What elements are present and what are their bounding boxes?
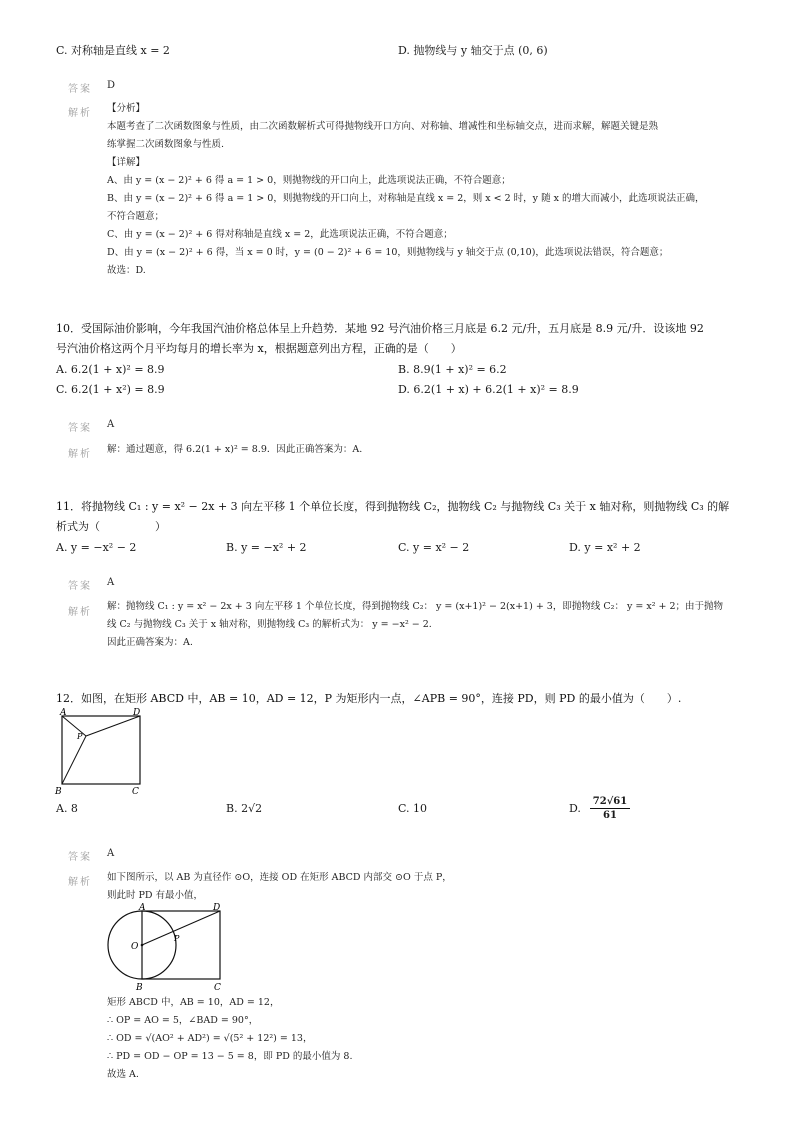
q12-option-a: A. 8 — [56, 802, 78, 815]
q9-answer: D — [107, 80, 116, 91]
answer-label: 答案 — [68, 852, 92, 863]
q11-analysis-line: 因此正确答案为：A. — [107, 637, 193, 648]
segment-bp — [62, 736, 86, 784]
q11-analysis — [107, 598, 723, 652]
q10-analysis: 解：通过题意，得 6.2(1 + x)² = 8.9．因此正确答案为：A. — [107, 444, 363, 455]
q12-option-d-prefix: D. — [569, 802, 581, 815]
q12-stem: 12．如图，在矩形 ABCD 中，AB = 10，AD = 12，P 为矩形内一点，∠APB = 90°，连接 PD，则 PD 的最小值为（ ）. — [56, 692, 682, 705]
q11-answer: A — [107, 577, 115, 588]
q12-analysis-line: ∴ OD = √(AO² + AD²) = √(5² + 12²) = 13， — [107, 1033, 313, 1044]
q12-option-c: C. 10 — [398, 802, 428, 815]
fraction-numerator: 72√61 — [590, 796, 630, 809]
answer-label: 答案 — [68, 423, 92, 434]
q11-analysis-line: 线 C₂ 与抛物线 C₃ 关于 x 轴对称，则抛物线 C₃ 的解析式为： y = −x² − 2. — [107, 619, 432, 630]
label-a: A — [139, 903, 146, 913]
q12-analysis-intro — [107, 869, 452, 905]
analysis-label: 解析 — [68, 877, 92, 888]
q9-analysis-line: B、由 y = (x − 2)² + 6 得 a = 1 > 0，则抛物线的开口向上，对称轴是直线 x = 2，则 x < 2 时，y 随 x 的增大而减小，此选项说法正确， — [107, 193, 705, 204]
label-d: D — [213, 903, 221, 913]
q12-option-b: B. 2√2 — [226, 802, 263, 815]
q11-option-c: C. y = x² − 2 — [398, 541, 470, 554]
q9-analysis-line: 练掌握二次函数图象与性质. — [107, 139, 225, 150]
q12-analysis-line: 则此时 PD 有最小值， — [107, 890, 204, 901]
answer-label: 答案 — [68, 581, 92, 592]
q11-stem-line2: 析式为（ ） — [56, 520, 166, 533]
q10-answer: A — [107, 419, 115, 430]
q9-analysis-line: C、由 y = (x − 2)² + 6 得对称轴是直线 x = 2，此选项说法正确，不符合题意； — [107, 229, 453, 240]
q9-analysis-line: 【分析】 — [107, 103, 146, 114]
q10-option-b: B. 8.9(1 + x)² = 6.2 — [398, 363, 507, 376]
q9-analysis-line: 不符合题意； — [107, 211, 165, 222]
q12-answer: A — [107, 848, 115, 859]
q9-analysis-line: 【详解】 — [107, 157, 146, 168]
q11-analysis-line: 解：抛物线 C₁ : y = x² − 2x + 3 向左平移 1 个单位长度，得到抛物线 C₂： y = (x+1)² − 2(x+1) + 3，即抛物线 C₂： y = x² + 2；由于抛物 — [107, 601, 724, 612]
q12-circle-figure — [104, 903, 230, 995]
q9-option-d: D. 抛物线与 y 轴交于点 (0, 6) — [398, 44, 548, 57]
segment-od — [142, 911, 220, 945]
q10-stem-line1: 10．受国际油价影响，今年我国汽油价格总体呈上升趋势．某地 92 号汽油价格三月底是 6.2 元/升，五月底是 8.9 元/升．设该地 92 — [56, 322, 704, 335]
q9-analysis-line: D、由 y = (x − 2)² + 6 得，当 x = 0 时，y = (0 − 2)² + 6 = 10，则抛物线与 y 轴交于点 (0,10)，此选项说法错误，符合题意； — [107, 247, 669, 258]
center-point-o — [141, 944, 144, 947]
segment-pd — [86, 716, 140, 736]
answer-label: 答案 — [68, 84, 92, 95]
q12-rectangle-figure — [52, 706, 148, 796]
q10-option-c: C. 6.2(1 + x²) = 8.9 — [56, 383, 165, 396]
analysis-label: 解析 — [68, 449, 92, 460]
q11-option-b: B. y = −x² + 2 — [226, 541, 307, 554]
q11-option-d: D. y = x² + 2 — [569, 541, 641, 554]
analysis-label: 解析 — [68, 607, 92, 618]
q9-analysis-line: A、由 y = (x − 2)² + 6 得 a = 1 > 0，则抛物线的开口向上，此选项说法正确，不符合题意； — [107, 175, 511, 186]
q9-analysis-line: 本题考查了二次函数图象与性质，由二次函数解析式可得抛物线开口方向、对称轴、增减性和坐标轴交点，进而求解，解题关键是熟 — [107, 121, 659, 132]
q12-analysis-line: 故选 A. — [107, 1069, 139, 1080]
segment-ap — [62, 716, 86, 736]
q12-analysis-line: 矩形 ABCD 中，AB = 10，AD = 12， — [107, 997, 280, 1008]
label-b: B — [55, 787, 62, 796]
label-a: A — [60, 708, 67, 718]
label-b: B — [136, 983, 143, 993]
analysis-label: 解析 — [68, 108, 92, 119]
q9-option-c: C. 对称轴是直线 x = 2 — [56, 44, 170, 57]
label-o: O — [131, 942, 139, 952]
q10-option-d: D. 6.2(1 + x) + 6.2(1 + x)² = 8.9 — [398, 383, 579, 396]
q12-analysis-line: ∴ OP = AO = 5，∠BAD = 90°， — [107, 1015, 259, 1026]
rectangle-abcd — [142, 911, 220, 979]
label-c: C — [132, 787, 139, 796]
label-d: D — [133, 708, 141, 718]
q10-stem-line2: 号汽油价格这两个月平均每月的增长率为 x，根据题意列出方程，正确的是（ ） — [56, 342, 462, 355]
q12-analysis-line: 如下图所示，以 AB 为直径作 ⊙O，连接 OD 在矩形 ABCD 内部交 ⊙O 于点 P， — [107, 872, 452, 883]
q11-stem-line1: 11．将抛物线 C₁ : y = x² − 2x + 3 向左平移 1 个单位长度，得到抛物线 C₂，抛物线 C₂ 与抛物线 C₃ 关于 x 轴对称，则抛物线 C₃ 的解 — [56, 500, 730, 513]
q11-option-a: A. y = −x² − 2 — [56, 541, 137, 554]
q10-option-a: A. 6.2(1 + x)² = 8.9 — [56, 363, 165, 376]
q12-analysis-steps — [107, 994, 352, 1084]
label-p: P — [174, 934, 180, 943]
label-p: P — [77, 732, 83, 741]
label-c: C — [214, 983, 221, 993]
q12-analysis-line: ∴ PD = OD − OP = 13 − 5 = 8，即 PD 的最小值为 8. — [107, 1051, 353, 1062]
q9-analysis — [107, 100, 704, 280]
q9-analysis-line: 故选：D. — [107, 265, 146, 276]
fraction-denominator: 61 — [603, 810, 617, 821]
q12-option-d-fraction — [590, 796, 630, 821]
